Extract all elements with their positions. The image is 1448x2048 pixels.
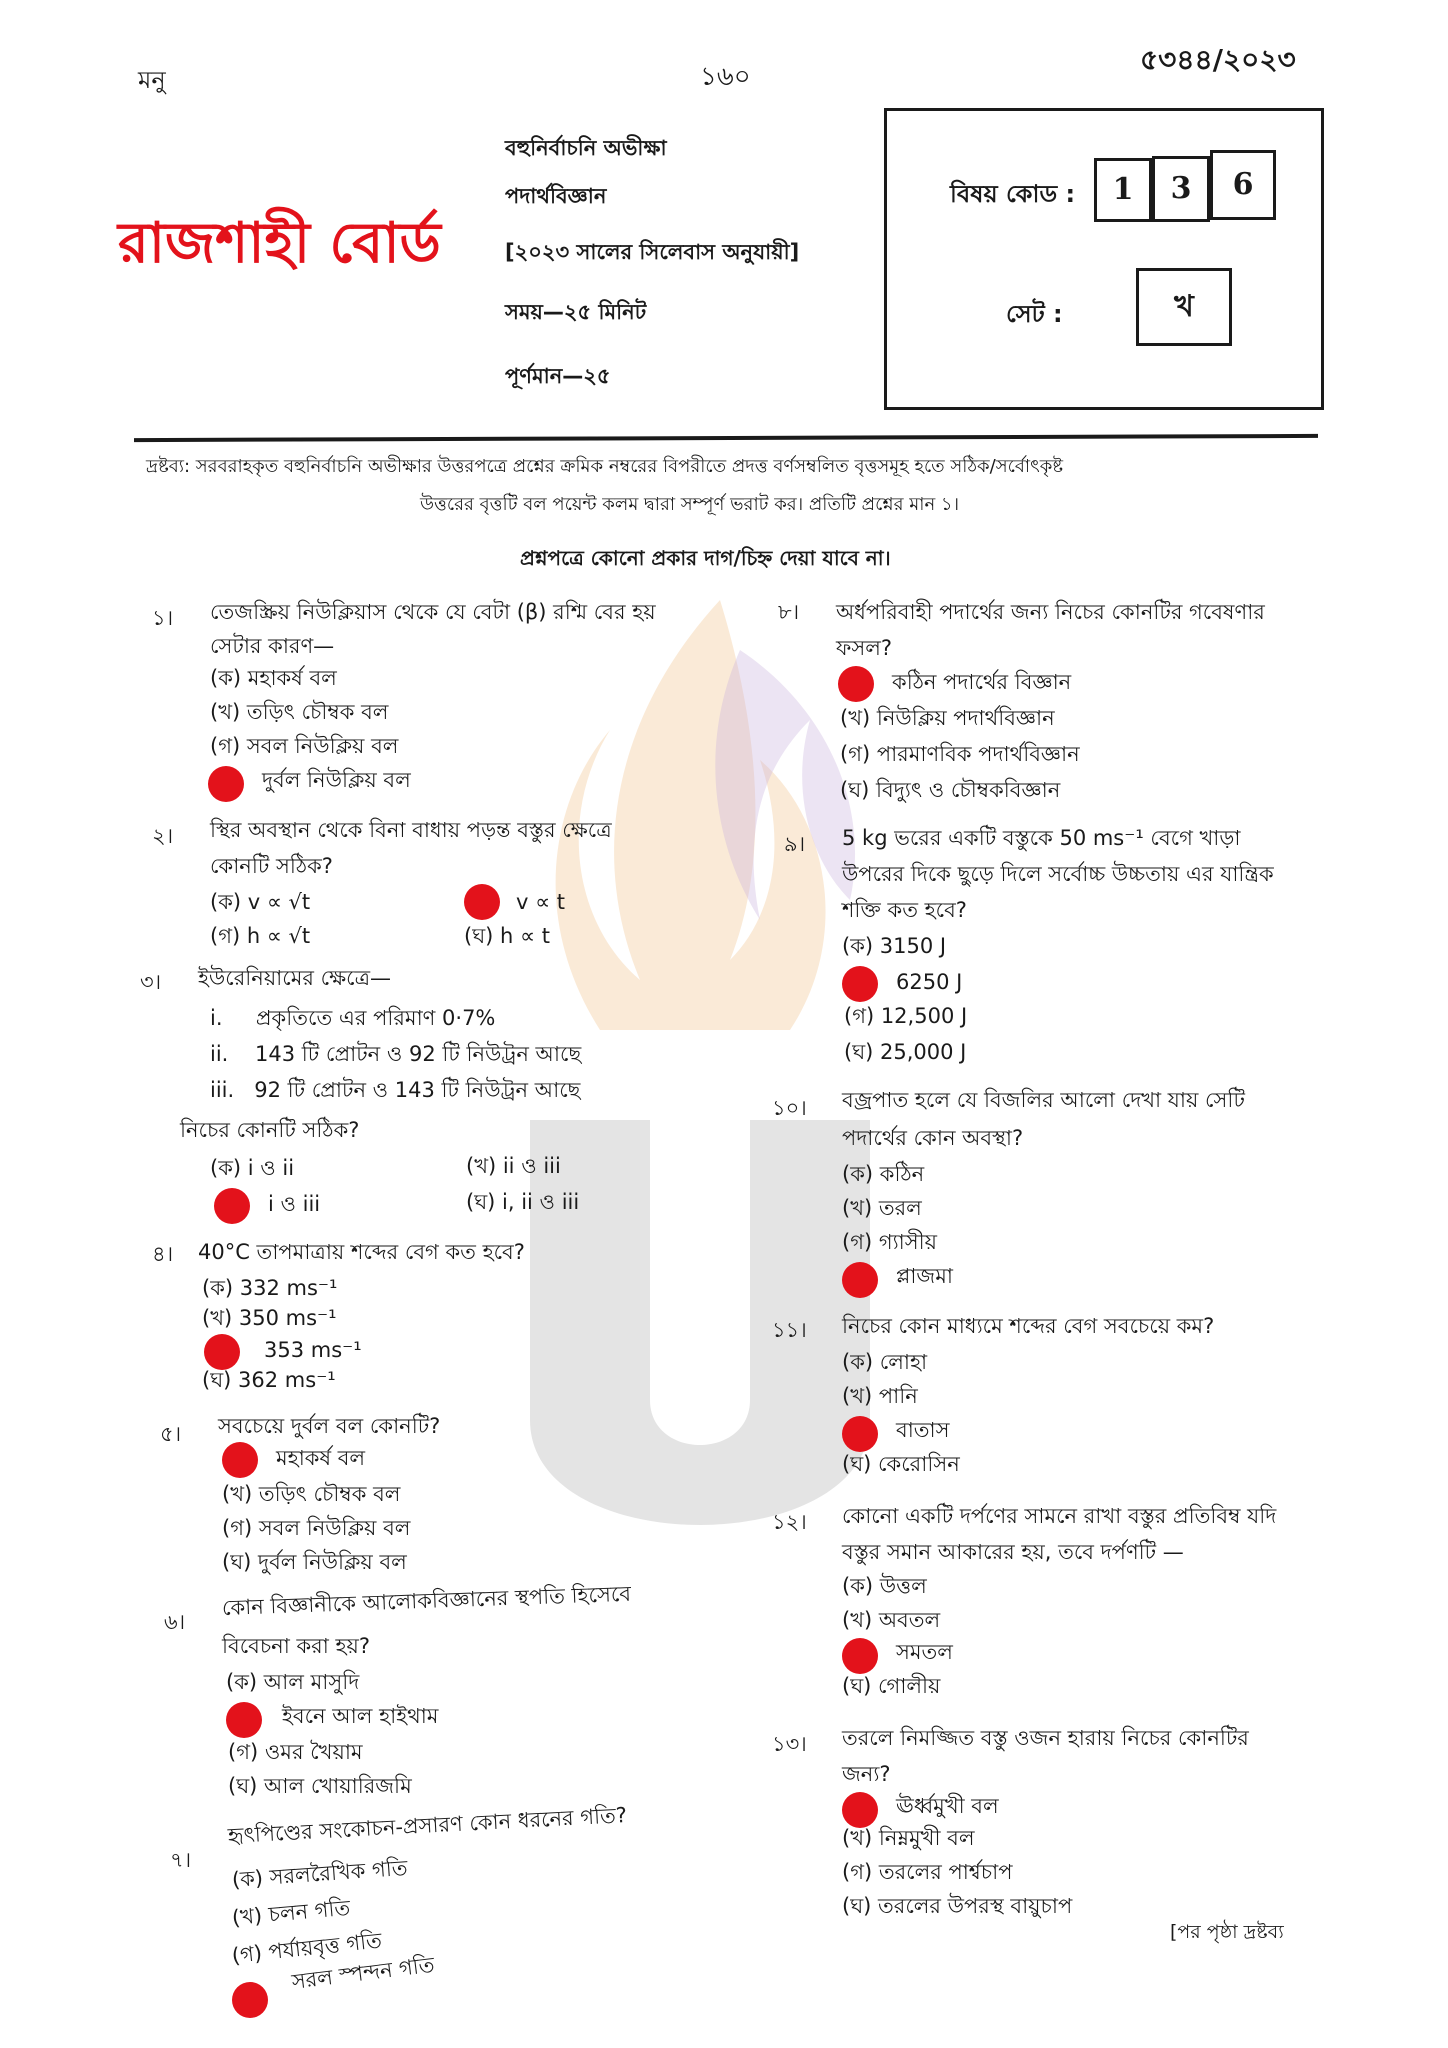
q3-statement-iii: iii. 92 টি প্রোটন ও 143 টি নিউট্রন আছে <box>210 1078 581 1102</box>
q4-option-c: 353 ms⁻¹ <box>264 1338 362 1362</box>
q2-option-d: (ঘ) h ∝ t <box>464 924 550 948</box>
q9-line2: উপরের দিকে ছুড়ে দিলে সর্বোচ্চ উচ্চতায় এর যান্ত্রিক <box>842 862 1274 886</box>
exam-type: বহুনির্বাচনি অভীক্ষা <box>505 136 667 160</box>
q1-option-d: দুর্বল নিউক্লিয় বল <box>262 768 411 792</box>
q7-line1: হৃৎপিণ্ডের সংকোচন-প্রসারণ কোন ধরনের গতি? <box>227 1803 628 1848</box>
syllabus-note: [২০২৩ সালের সিলেবাস অনুযায়ী] <box>505 240 800 264</box>
q12-number: ১২। <box>772 1510 807 1534</box>
q10-line1: বজ্রপাত হলে যে বিজলির আলো দেখা যায় সেটি <box>842 1088 1245 1112</box>
q6-option-b: ইবনে আল হাইথাম <box>282 1704 439 1728</box>
q8-answer-mark <box>838 666 874 702</box>
next-page-note: [পর পৃষ্ঠা দ্রষ্টব্য <box>1170 1921 1284 1943</box>
q10-option-d: প্লাজমা <box>896 1264 953 1288</box>
q13-option-c: (গ) তরলের পার্শ্বচাপ <box>842 1860 1013 1884</box>
q6-answer-mark <box>226 1702 262 1738</box>
q7-option-c: (গ) পর্যায়বৃত্ত গতি <box>230 1928 383 1968</box>
q9-number: ৯। <box>784 832 806 856</box>
q7-option-d: সরল স্পন্দন গতি <box>290 1952 436 1994</box>
subject-code-label: বিষয় কোড : <box>950 180 1076 208</box>
q2-option-a: (ক) v ∝ √t <box>210 890 311 914</box>
q9-line1: 5 kg ভরের একটি বস্তুকে 50 ms⁻¹ বেগে খাড়া <box>842 826 1241 850</box>
q3-ask: নিচের কোনটি সঠিক? <box>180 1118 360 1142</box>
q5-option-b: (খ) তড়িৎ চৌম্বক বল <box>222 1482 401 1506</box>
q1-option-b: (খ) তড়িৎ চৌম্বক বল <box>210 700 389 724</box>
q4-option-a: (ক) 332 ms⁻¹ <box>202 1276 338 1300</box>
q10-option-c: (গ) গ্যাসীয় <box>842 1230 938 1254</box>
q2-line1: স্থির অবস্থান থেকে বিনা বাধায় পড়ন্ত বস্তুর ক্ষেত্রে <box>210 818 612 842</box>
subject-code-digit: 1 <box>1094 158 1152 222</box>
q6-line2: বিবেচনা করা হয়? <box>222 1634 371 1658</box>
q13-option-b: (খ) নিম্নমুখী বল <box>842 1826 975 1850</box>
q12-option-b: (খ) অবতল <box>842 1608 941 1632</box>
q3-option-b: (খ) ii ও iii <box>466 1154 561 1178</box>
q9-option-a: (ক) 3150 J <box>842 934 947 958</box>
full-marks: পূর্ণমান—২৫ <box>505 364 611 388</box>
q8-option-c: (গ) পারমাণবিক পদার্থবিজ্ঞান <box>840 742 1080 766</box>
q11-option-b: (খ) পানি <box>842 1384 918 1408</box>
instruction-line-2: উত্তরের বৃত্তটি বল পয়েন্ট কলম দ্বারা সম্পূর্ণ ভরাট কর। প্রতিটি প্রশ্নের মান ১। <box>420 494 960 515</box>
q2-option-c: (গ) h ∝ √t <box>210 924 311 948</box>
q10-option-b: (খ) তরল <box>842 1196 922 1220</box>
header-divider <box>134 434 1318 442</box>
subject-name: পদার্থবিজ্ঞান <box>505 184 607 208</box>
q8-line2: ফসল? <box>836 636 893 660</box>
q2-option-b: v ∝ t <box>516 890 566 914</box>
q3-statement-i: i. প্রকৃতিতে এর পরিমাণ 0·7% <box>210 1006 496 1030</box>
set-value: খ <box>1136 268 1232 346</box>
q3-option-d: (ঘ) i, ii ও iii <box>466 1190 580 1214</box>
q11-option-a: (ক) লোহা <box>842 1350 928 1374</box>
q13-option-a: ঊর্ধ্বমুখী বল <box>896 1794 999 1818</box>
subject-code-digit: 3 <box>1152 156 1210 222</box>
q12-option-d: (ঘ) গোলীয় <box>842 1674 941 1698</box>
q12-line2: বস্তুর সমান আকারের হয়, তবে দর্পণটি — <box>842 1540 1184 1564</box>
q5-option-d: (ঘ) দুর্বল নিউক্লিয় বল <box>222 1550 407 1574</box>
q5-number: ৫। <box>160 1422 182 1446</box>
q11-answer-mark <box>842 1416 878 1452</box>
q3-statement-ii: ii. 143 টি প্রোটন ও 92 টি নিউট্রন আছে <box>210 1042 582 1066</box>
q3-line1: ইউরেনিয়ামের ক্ষেত্রে— <box>198 966 391 990</box>
q9-line3: শক্তি কত হবে? <box>842 898 967 922</box>
q1-option-c: (গ) সবল নিউক্লিয় বল <box>210 734 399 758</box>
q5-option-c: (গ) সবল নিউক্লিয় বল <box>222 1516 411 1540</box>
q3-option-a: (ক) i ও ii <box>210 1156 295 1180</box>
corner-left-text: মনু <box>138 66 166 94</box>
q13-line2: জন্য? <box>842 1762 891 1786</box>
q1-line1: তেজস্ক্রিয় নিউক্লিয়াস থেকে যে বেটা (β) রশ্মি বের হয় <box>210 600 656 624</box>
q9-option-c: (গ) 12,500 J <box>844 1004 968 1028</box>
q8-option-b: (খ) নিউক্লিয় পদার্থবিজ্ঞান <box>840 706 1055 730</box>
q1-option-a: (ক) মহাকর্ষ বল <box>210 666 337 690</box>
q3-answer-mark <box>214 1188 250 1224</box>
q7-option-a: (ক) সরলরৈখিক গতি <box>231 1855 409 1892</box>
q11-option-c: বাতাস <box>896 1418 950 1442</box>
q12-option-a: (ক) উত্তল <box>842 1574 927 1598</box>
page-number: ১৬০ <box>700 62 751 92</box>
q5-line1: সবচেয়ে দুর্বল বল কোনটি? <box>218 1414 441 1438</box>
q12-answer-mark <box>842 1638 878 1674</box>
q10-answer-mark <box>842 1262 878 1298</box>
q4-number: ৪। <box>152 1242 174 1266</box>
q6-number: ৬। <box>164 1610 186 1634</box>
subject-code-digit: 6 <box>1210 150 1276 220</box>
q2-answer-mark <box>464 884 500 920</box>
q9-option-d: (ঘ) 25,000 J <box>844 1040 967 1064</box>
q11-number: ১১। <box>772 1318 807 1342</box>
q3-number: ৩। <box>140 970 162 994</box>
q4-line1: 40°C তাপমাত্রায় শব্দের বেগ কত হবে? <box>198 1240 525 1264</box>
time-limit: সময়—২৫ মিনিট <box>505 300 647 324</box>
q9-option-b: 6250 J <box>896 970 963 994</box>
board-title: রাজশাহী বোর্ড <box>118 211 441 276</box>
paper-code: ৫৩৪৪/২০২৩ <box>1140 43 1296 76</box>
q12-option-c: সমতল <box>896 1640 953 1664</box>
q6-option-d: (ঘ) আল খোয়ারিজমি <box>228 1774 412 1798</box>
q5-answer-mark <box>222 1442 258 1478</box>
q4-option-d: (ঘ) 362 ms⁻¹ <box>202 1368 336 1392</box>
q12-line1: কোনো একটি দর্পণের সামনে রাখা বস্তুর প্রতিবিম্ব যদি <box>842 1504 1277 1528</box>
q5-option-a: মহাকর্ষ বল <box>276 1446 366 1470</box>
set-label: সেট : <box>1006 300 1063 328</box>
instruction-note: প্রশ্নপত্রে কোনো প্রকার দাগ/চিহ্ন দেয়া যাবে না। <box>520 546 891 570</box>
q13-line1: তরলে নিমজ্জিত বস্তু ওজন হারায় নিচের কোনটির <box>842 1726 1249 1750</box>
q8-option-a: কঠিন পদার্থের বিজ্ঞান <box>892 670 1072 694</box>
q7-option-b: (খ) চলন গতি <box>230 1895 352 1930</box>
q11-option-d: (ঘ) কেরোসিন <box>842 1452 960 1476</box>
q8-number: ৮। <box>778 600 800 624</box>
q8-line1: অর্ধপরিবাহী পদার্থের জন্য নিচের কোনটির গবেষণার <box>836 600 1265 624</box>
q7-answer-mark <box>232 1982 268 2018</box>
q13-option-d: (ঘ) তরলের উপরস্থ বায়ুচাপ <box>842 1894 1073 1918</box>
q10-number: ১০। <box>772 1096 807 1120</box>
q9-answer-mark <box>842 966 878 1002</box>
q11-line1: নিচের কোন মাধ্যমে শব্দের বেগ সবচেয়ে কম? <box>842 1314 1215 1338</box>
q2-line2: কোনটি সঠিক? <box>210 854 333 878</box>
q4-option-b: (খ) 350 ms⁻¹ <box>202 1306 337 1330</box>
q7-number: ৭। <box>170 1848 192 1872</box>
q8-option-d: (ঘ) বিদ্যুৎ ও চৌম্বকবিজ্ঞান <box>840 778 1061 802</box>
q10-option-a: (ক) কঠিন <box>842 1162 925 1186</box>
q1-number: ১। <box>152 606 174 630</box>
q6-line1: কোন বিজ্ঞানীকে আলোকবিজ্ঞানের স্থপতি হিসেবে <box>221 1581 632 1620</box>
q1-line2: সেটার কারণ— <box>210 634 335 658</box>
q2-number: ২। <box>152 824 174 848</box>
q10-line2: পদার্থের কোন অবস্থা? <box>842 1126 1024 1150</box>
instruction-line-1: দ্রষ্টব্য: সরবরাহকৃত বহুনির্বাচনি অভীক্ষার উত্তরপত্রে প্রশ্নের ক্রমিক নম্বরের বিপরীতে প্রদত্ত বর্ণসম্বলিত বৃত্তসমূহ হতে সঠিক/সর্বোৎকৃষ্ট <box>146 456 1064 477</box>
q6-option-a: (ক) আল মাসুদি <box>226 1670 360 1694</box>
q1-answer-mark <box>208 766 244 802</box>
q13-number: ১৩। <box>772 1732 807 1756</box>
q3-option-c: i ও iii <box>268 1192 321 1216</box>
q6-option-c: (গ) ওমর খৈয়াম <box>228 1740 363 1764</box>
